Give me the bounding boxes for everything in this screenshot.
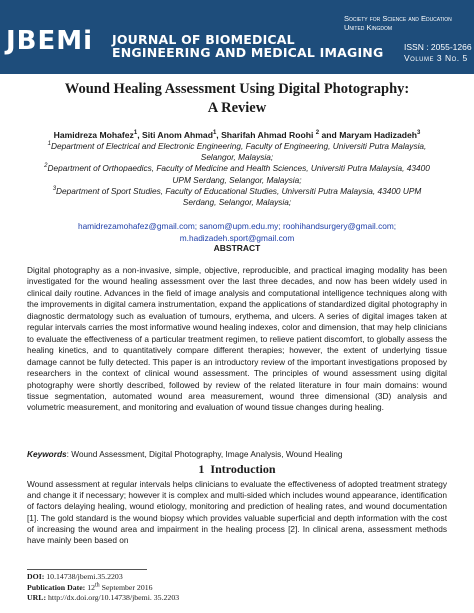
footnote-rule (27, 569, 147, 570)
abstract-heading: ABSTRACT (213, 243, 261, 253)
keywords-list: : Wound Assessment, Digital Photography, Image Analysis, Wound Healing (66, 449, 343, 459)
url-label: URL: (27, 593, 47, 602)
publication-day-suffix: th (95, 581, 100, 588)
affiliation-text: Department of Electrical and Electronic Engineering, Faculty of Engineering, Universiti Putra Malaysia, Selangor, Malaysia; (50, 141, 427, 163)
publication-day: 12 (85, 582, 96, 592)
author-sup: 1 (133, 130, 138, 137)
paper-title-line1: Wound Healing Assessment Using Digital Photography: (64, 81, 410, 97)
keywords-label: Keywords (27, 449, 67, 459)
author-sep: and (319, 130, 340, 140)
emails-line2[interactable]: m.hadizadeh.sport@gmail.com (179, 232, 295, 243)
keywords (27, 449, 447, 460)
author-name: Maryam Hadizadeh (339, 130, 418, 140)
paper-title-line2: A Review (207, 100, 267, 116)
doi-label: DOI: (27, 572, 45, 581)
author-sup: 2 (315, 130, 320, 137)
affiliation-sup: 1 (47, 141, 51, 148)
society-line2: United Kingdom (344, 23, 393, 32)
doi-value[interactable]: 10.14738/jbemi.35.2203 (44, 572, 123, 581)
author-name: Sharifah Ahmad Roohi (221, 130, 316, 140)
doi-line (27, 572, 447, 583)
affiliation (40, 186, 434, 208)
publication-footer (27, 572, 447, 604)
paper-title (0, 80, 474, 118)
url-line (27, 593, 447, 604)
affiliation-sup: 2 (44, 163, 48, 170)
section-heading-introduction (0, 462, 474, 477)
introduction-text: Wound assessment at regular intervals helps clinicians to evaluate the effectiveness of adopted treatment strategy and change it if necessary; however it is complex and multi-sided which includes wound appearance, identification of factors delaying healing, wound etiology, monitoring and prediction of healing rates, and wound documentation [1]. The gold standard is the wound biopsy which provides valuable superficial and depth information with the cost of increasing the wound area and impairment in the healing process [2]. In clinical arena, assessment methods have mainly been based on (27, 479, 447, 546)
publication-date-line (27, 583, 447, 594)
section-number: 1 (198, 462, 205, 476)
author-sup: 1 (212, 130, 217, 137)
society-line1: Society for Science and Education (344, 14, 452, 23)
url-value[interactable]: http://dx.doi.org/10.14738/jbemi. 35.2203 (46, 593, 180, 602)
emails-line1[interactable]: hamidrezamohafez@gmail.com; sanom@upm.edu.my; roohihandsurgery@gmail.com; (77, 221, 397, 231)
author-sep: , (137, 130, 142, 140)
author-emails[interactable] (20, 221, 454, 244)
journal-logo: JBEMi (6, 26, 94, 56)
journal-title-line2: ENGINEERING AND MEDICAL IMAGING (112, 45, 384, 60)
volume: Volume 3 No. 5 (404, 53, 468, 63)
society-name (344, 14, 468, 32)
section-title: Introduction (210, 462, 276, 476)
author-name: Hamidreza Mohafez (53, 130, 134, 140)
publication-month-year: September 2016 (99, 582, 153, 592)
affiliation (40, 163, 434, 185)
journal-title-line1: JOURNAL OF BIOMEDICAL (112, 32, 295, 47)
affiliation-sup: 3 (52, 186, 57, 193)
affiliation (40, 141, 434, 163)
author-sup: 3 (417, 130, 421, 137)
issn-block (404, 42, 472, 64)
author-name: Siti Anom Ahmad (141, 130, 213, 140)
author-list (0, 130, 474, 140)
abstract-text: Digital photography as a non-invasive, simple, objective, reproducible, and practical imaging modality has been investigated for the wound healing assessment over the last three decades, and now has been widely used in clinical daily routine. Advances in the field of image analysis and computational intelligence techniques along with the improvements in digital camera instrumentation, expand the applications of standardized digital photography in diagnostic dermatology such as evaluation of tumours, erythema, and ulcers. A series of digital images taken at regular intervals carries the most informative wound healing indexes, color and dimension, that may help clinicians to evaluate the effectiveness of a particular treatment regimen, to relieve patient discomfort, to globally assess the healing kinetics, and to quantitatively compare different therapies; however, the extent of underlying tissue damage cannot be fully detected. This paper is an introductory review of the important investigations proposed by researchers in the context of clinical wound assessment. The principles of wound assessment using digital photography were shortly described, followed by review of the related literature in four main domains: wound tissue segmentation, automated wound area measurement, wound three dimensional (3D) analysis and volumetric measurement, and monitoring and evaluation of wound tissue changes during healing. (27, 265, 447, 413)
journal-title (112, 33, 383, 59)
issn: ISSN : 2055-1266 (404, 42, 472, 52)
affiliation-text: Department of Orthopaedics, Faculty of Medicine and Health Sciences, Universiti Putra Malaysia, 43400 UPM Serdang, Selangor, Malaysia; (47, 163, 430, 185)
affiliation-text: Department of Sport Studies, Faculty of Educational Studies, Universiti Putra Malaysia, 43400 UPM Serdang, Selangor, Malaysia; (56, 185, 422, 208)
author-sep: , (216, 130, 222, 140)
affiliations (40, 141, 434, 208)
journal-banner (0, 0, 474, 74)
publication-date-label: Publication Date: (27, 582, 86, 592)
